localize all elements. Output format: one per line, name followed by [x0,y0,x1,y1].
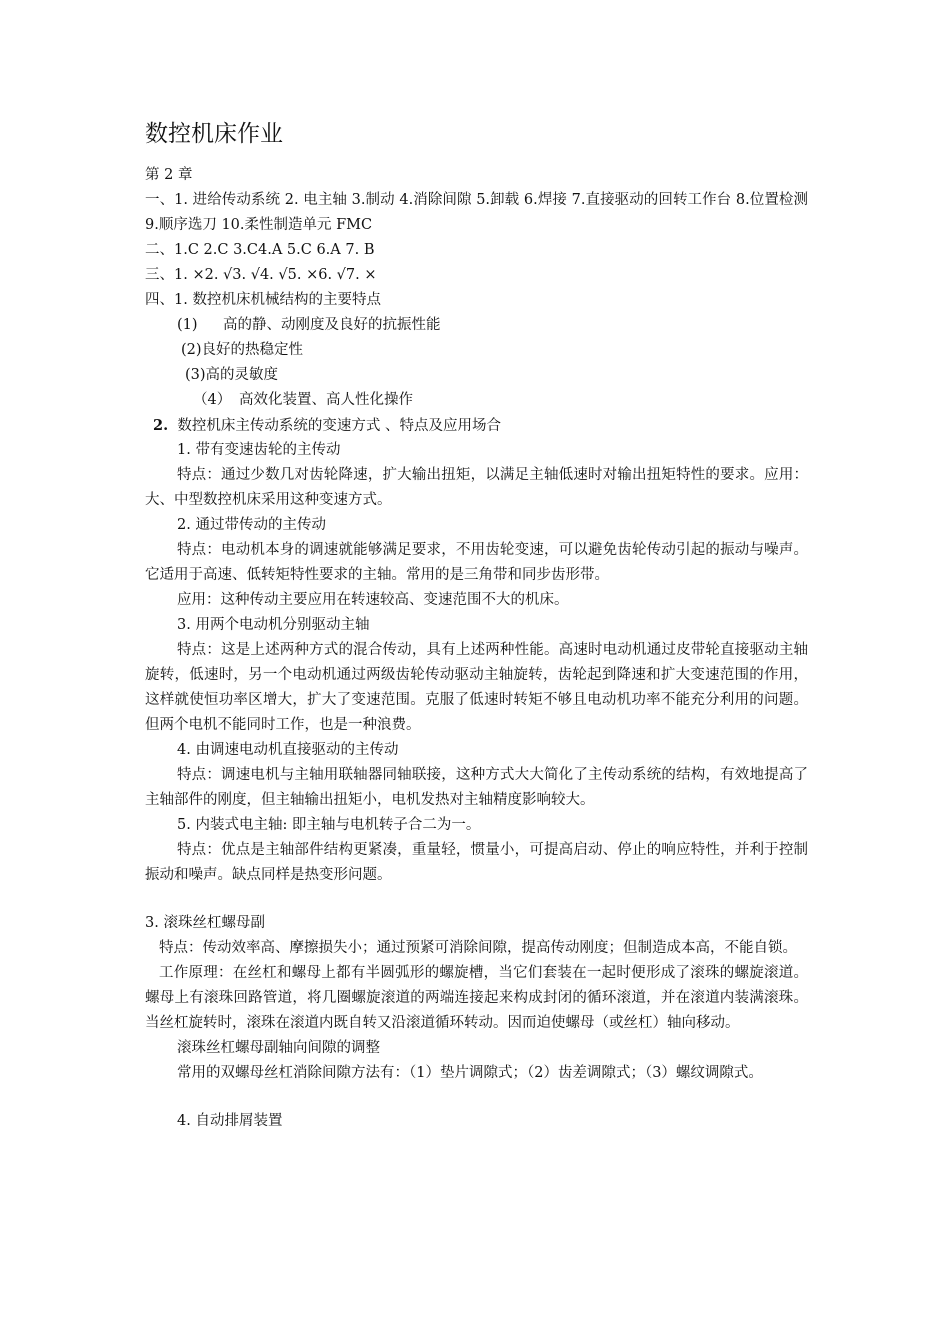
subsection-2-heading [145,413,808,438]
feature-item-4 [145,388,808,413]
method-5-text: 特点：优点是主轴部件结构更紧凑，重量轻，惯量小，可提高启动、停止的响应特性，并利于控制振动和噪声。缺点同样是热变形问题。 [145,842,808,883]
answer-section-4-heading: 四、1. 数控机床机械结构的主要特点 [145,292,381,308]
feature-item-text: 高的静、动刚度及良好的抗振性能 [223,317,441,333]
feature-item-number: (1) [177,317,198,333]
method-3-title: 3. 用两个电动机分别驱动主轴 [177,617,370,633]
ball-screw-adjust-text: 常用的双螺母丝杠消除间隙方法有：（1）垫片调隙式；（2）齿差调隙式；（3）螺纹调隙式。 [177,1065,763,1081]
subsection-3-title: 3. 滚珠丝杠螺母副 [145,915,265,931]
method-2-application: 应用：这种传动主要应用在转速较高、变速范围不大的机床。 [177,592,569,608]
feature-item-3: (3)高的灵敏度 [185,367,279,383]
spacer [145,1086,808,1109]
answer-section-1: 一、1. 进给传动系统 2. 电主轴 3.制动 4.消除间隙 5.卸载 6.焊接 7.直接驱动的回转工作台 8.位置检测 9.顺序选刀 10.柔性制造单元 FMC [145,192,808,233]
feature-item-text: 高效化装置、高人性化操作 [239,392,413,408]
method-2-title: 2. 通过带传动的主传动 [177,517,326,533]
page-title: 数控机床作业 [145,121,283,147]
method-4-text: 特点：调速电机与主轴用联轴器同轴联接，这种方式大大简化了主传动系统的结构，有效地提高了主轴部件的刚度，但主轴输出扭矩小，电机发热对主轴精度影响较大。 [145,767,808,808]
method-2-text: 特点：电动机本身的调速就能够满足要求，不用齿轮变速，可以避免齿轮传动引起的振动与噪声。它适用于高速、低转矩特性要求的主轴。常用的是三角带和同步齿形带。 [145,542,808,583]
method-5-title: 5. 内装式电主轴: 即主轴与电机转子合二为一。 [177,817,481,833]
subsection-number: 2. [153,417,169,434]
ball-screw-principle: 工作原理：在丝杠和螺母上都有半圆弧形的螺旋槽，当它们套装在一起时便形成了滚珠的螺旋滚道。螺母上有滚珠回路管道，将几圈螺旋滚道的两端连接起来构成封闭的循环滚道，并在滚道内装满滚珠。当丝杠旋转时，滚珠在滚道内既自转又沿滚道循环转动。因而迫使螺母（或丝杠）轴向移动。 [145,965,808,1031]
document-body [145,163,808,1134]
spacer [145,888,808,911]
ball-screw-adjust-title: 滚珠丝杠螺母副轴向间隙的调整 [177,1040,380,1056]
feature-item-number: （4） [193,392,232,408]
method-3-text: 特点：这是上述两种方式的混合传动，具有上述两种性能。高速时电动机通过皮带轮直接驱动主轴旋转，低速时，另一个电动机通过两级齿轮传动驱动主轴旋转，齿轮起到降速和扩大变速范围的作用，这样就使恒功率区增大，扩大了变速范围。克服了低速时转矩不够且电动机功率不能充分利用的问题。但两个电机不能同时工作，也是一种浪费。 [145,642,808,733]
method-4-title: 4. 由调速电动机直接驱动的主传动 [177,742,399,758]
feature-item-2: (2)良好的热稳定性 [181,342,304,358]
method-1-title: 1. 带有变速齿轮的主传动 [177,442,341,458]
method-1-text: 特点：通过少数几对齿轮降速，扩大输出扭矩，以满足主轴低速时对输出扭矩特性的要求。应用：大、中型数控机床采用这种变速方式。 [145,467,808,508]
ball-screw-feature: 特点：传动效率高、摩擦损失小；通过预紧可消除间隙，提高传动刚度；但制造成本高，不能自锁。 [159,940,797,956]
chapter-heading: 第 2 章 [145,167,193,183]
feature-item-1 [145,313,808,338]
subsection-4-title: 4. 自动排屑装置 [177,1113,283,1129]
subsection-title: 数控机床主传动系统的变速方式 、特点及应用场合 [177,418,501,434]
answer-section-3: 三、1. ×2. √3. √4. √5. ×6. √7. × [145,267,377,283]
answer-section-2: 二、1.C 2.C 3.C4.A 5.C 6.A 7. B [145,242,375,258]
